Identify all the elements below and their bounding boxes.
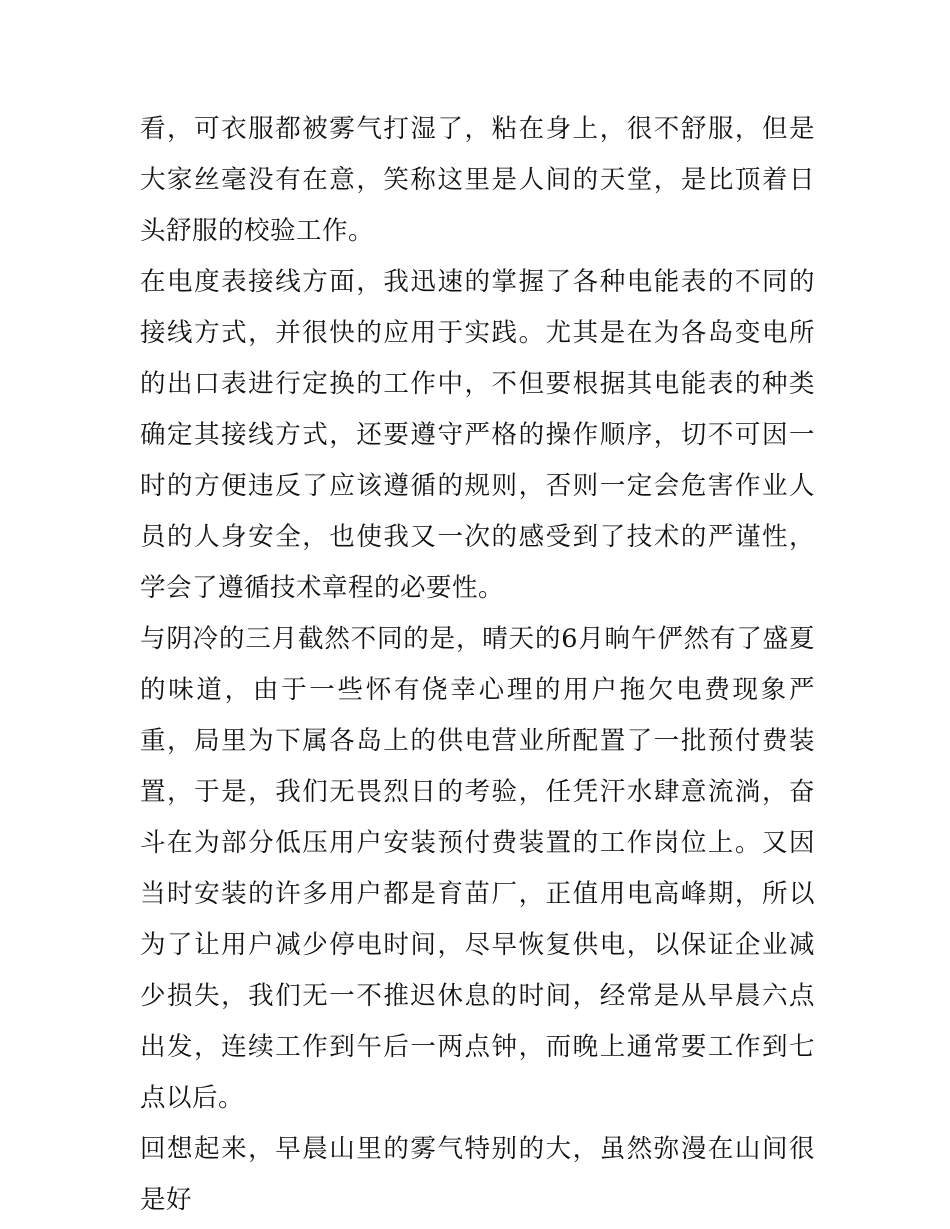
- document-body: [140, 104, 815, 1226]
- paragraph-2: 在电度表接线方面，我迅速的掌握了各种电能表的不同的接线方式，并很快的应用于实践。尤其是在为各岛变电所的出口表进行定换的工作中，不但要根据其电能表的种类确定其接线方式，还要遵守严格的操作顺序，切不可因一时的方便违反了应该遵循的规则，否则一定会危害作业人员的人身安全，也使我又一次的感受到了技术的严谨性，学会了遵循技术章程的必要性。: [140, 267, 815, 603]
- paragraph-4: 回想起来，早晨山里的雾气特别的大，虽然弥漫在山间很是好: [140, 1134, 815, 1215]
- paragraph-1: 看，可衣服都被雾气打湿了，粘在身上，很不舒服，但是大家丝毫没有在意，笑称这里是人间的天堂，是比顶着日头舒服的校验工作。: [140, 114, 815, 246]
- paragraph-3: 与阴冷的三月截然不同的是，晴天的6月晌午俨然有了盛夏的味道，由于一些怀有侥幸心理的用户拖欠电费现象严重，局里为下属各岛上的供电营业所配置了一批预付费装置，于是，我们无畏烈日的考验，任凭汗水肆意流淌，奋斗在为部分低压用户安装预付费装置的工作岗位上。又因当时安装的许多用户都是育苗厂，正值用电高峰期，所以为了让用户减少停电时间，尽早恢复供电，以保证企业减少损失，我们无一不推迟休息的时间，经常是从早晨六点出发，连续工作到午后一两点钟，而晚上通常要工作到七点以后。: [140, 624, 815, 1113]
